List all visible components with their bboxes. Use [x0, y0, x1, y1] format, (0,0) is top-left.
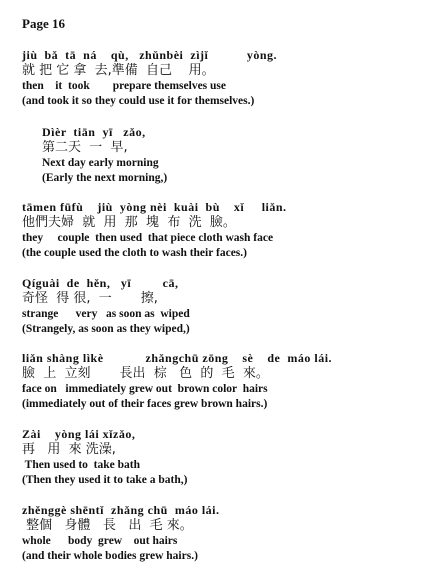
pinyin-line: liǎn shàng lìkè zhǎngchū zōng sè de máo lái. — [22, 351, 333, 365]
pinyin-line: Qíguài de hěn, yī cā, — [22, 276, 179, 290]
gloss-line: Next day early morning — [42, 157, 159, 169]
translation-line: (immediately out of their faces grew brown hairs.) — [22, 398, 268, 410]
pinyin-line: zhěnggè shēntǐ zhǎng chū máo lái. — [22, 503, 220, 517]
page-number: Page 16 — [22, 16, 65, 31]
gloss-line: then it took prepare themselves use — [22, 80, 227, 92]
translation-line: (Early the next morning,) — [42, 172, 168, 184]
pinyin-line: jiù bǎ tā ná qù, zhǔnbèi zìjǐ yòng. — [22, 48, 278, 62]
gloss-line: they couple then used that piece cloth wash face — [22, 232, 274, 244]
gloss-line: face on immediately grew out brown color hairs — [22, 383, 268, 395]
sentence-block-6 — [22, 427, 187, 488]
sentence-block-7 — [22, 503, 220, 564]
sentence-block-4 — [22, 276, 190, 337]
sentence-block-1 — [22, 48, 277, 109]
sentence-block-5 — [22, 351, 332, 412]
translation-line: (Strangely, as soon as they wiped,) — [22, 323, 190, 335]
chinese-line: 就 把 它 拿 去,準備 自己 用。 — [22, 63, 215, 78]
gloss-line: Then used to take bath — [22, 459, 141, 471]
translation-line: (the couple used the cloth to wash their faces.) — [22, 247, 247, 259]
translation-line: (and took it so they could use it for themselves.) — [22, 95, 255, 107]
chinese-line: 他們夫婦 就 用 那 塊 布 洗 臉。 — [22, 215, 236, 230]
pinyin-line: tāmen fūfù jiù yòng nèi kuài bù xǐ liǎn. — [22, 200, 287, 214]
gloss-line: whole body grew out hairs — [22, 535, 178, 547]
gloss-line: strange very as soon as wiped — [22, 308, 190, 320]
pinyin-line: Zài yòng lái xǐzǎo, — [22, 427, 136, 441]
chinese-line: 臉 上 立刻 長出 棕 色 的 毛 來。 — [22, 366, 269, 381]
sentence-block-3 — [22, 200, 287, 261]
chinese-line: 再 用 來 洗澡, — [22, 442, 116, 457]
translation-line: (and their whole bodies grew hairs.) — [22, 550, 198, 562]
chinese-line: 奇怪 得 很, 一 擦, — [22, 291, 158, 306]
chinese-line: 第二天 一 早, — [42, 140, 128, 155]
pinyin-line: Dìèr tiān yī zǎo, — [42, 125, 146, 139]
sentence-block-2 — [42, 125, 167, 186]
translation-line: (Then they used it to take a bath,) — [22, 474, 188, 486]
chinese-line: 整個 身體 長 出 毛 來。 — [22, 518, 193, 533]
